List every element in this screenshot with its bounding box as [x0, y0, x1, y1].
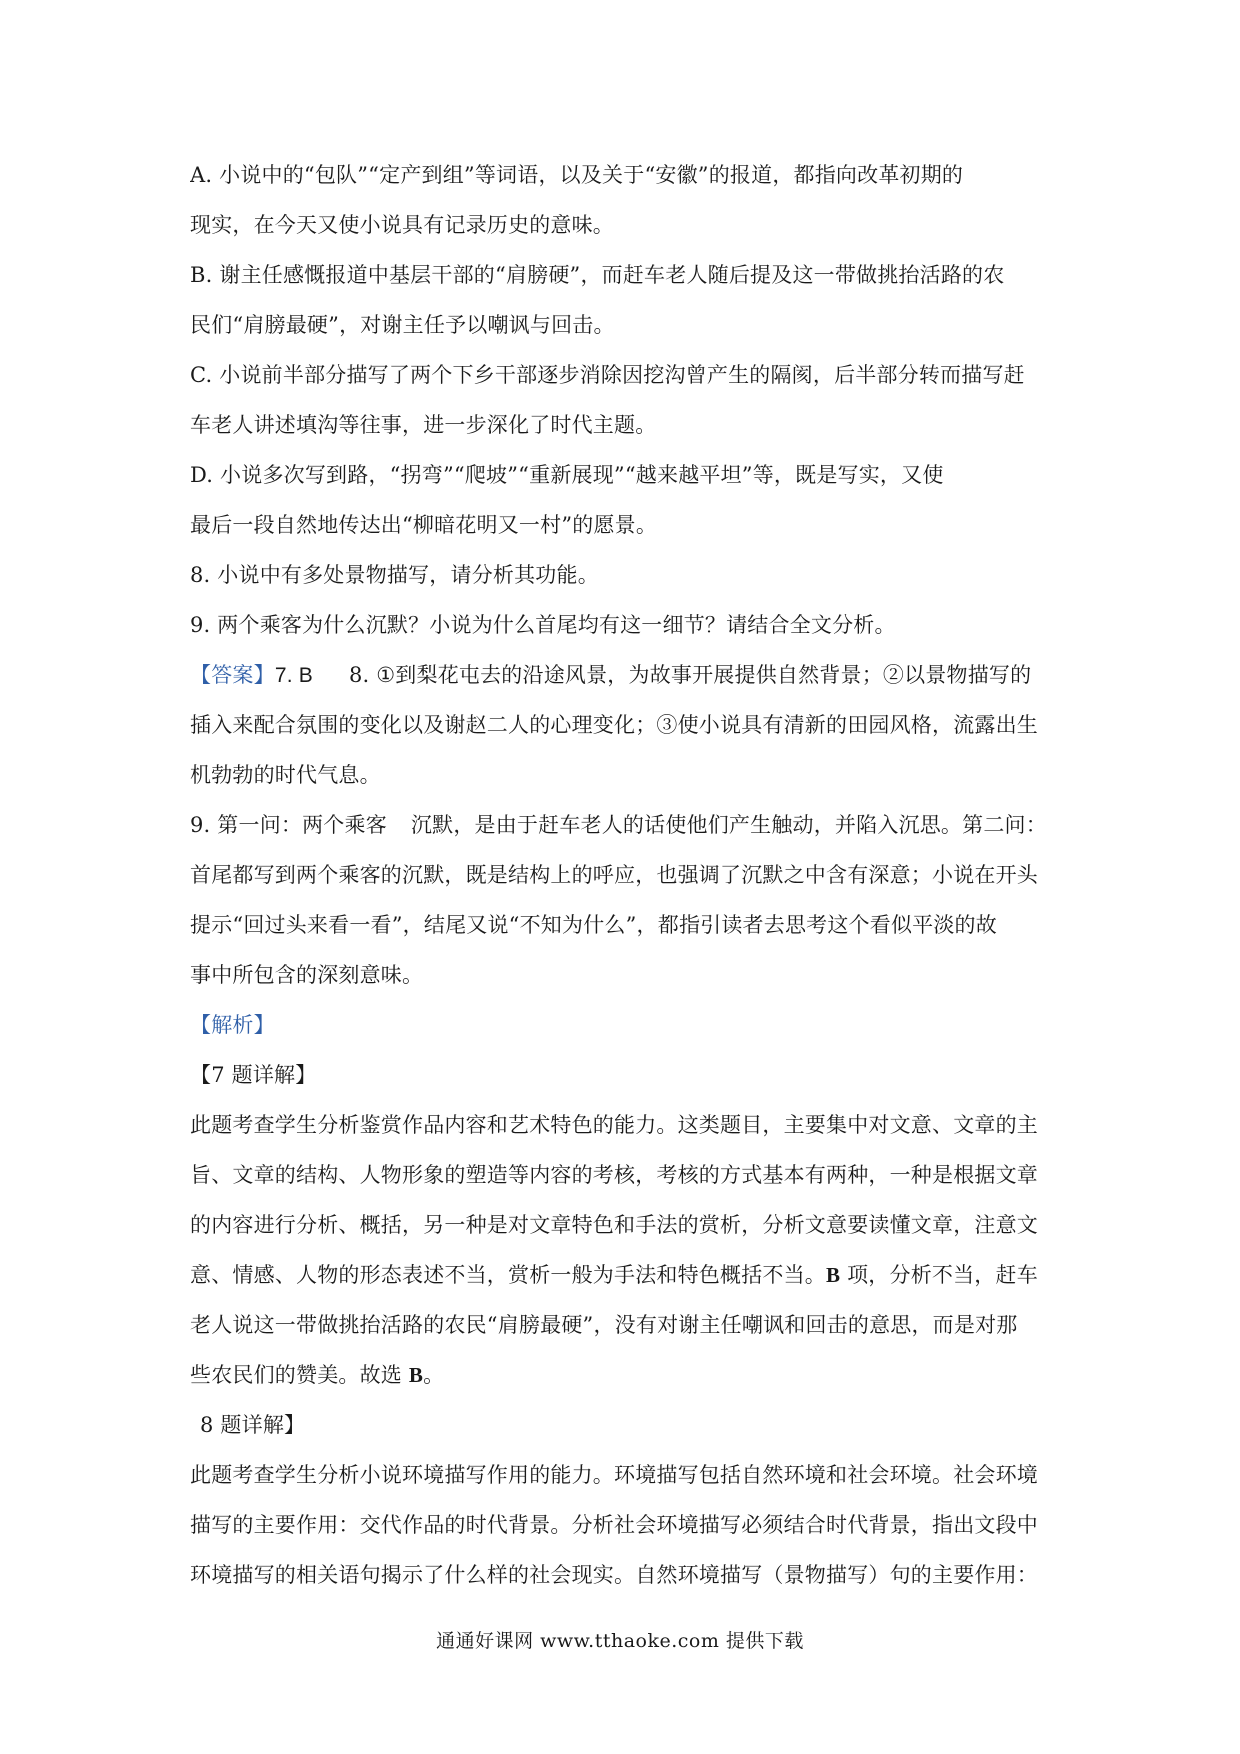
q7-detail-title: 【7 题详解】 [190, 1063, 317, 1087]
page-footer: 通通好课网 www.tthaoke.com 提供下载 [436, 1630, 804, 1652]
q8-detail-line-3: 环境描写的相关语句揭示了什么样的社会现实。自然环境描写（景物描写）句的主要作用： [190, 1563, 1038, 1587]
option-a-line-2: 现实，在今天又使小说具有记录历史的意味。 [190, 213, 614, 237]
answer-8-line-3: 机勃勃的时代气息。 [190, 763, 381, 787]
answer-9-line-4: 事中所包含的深刻意味。 [190, 963, 424, 987]
analysis-tag: 【解析】 [190, 1013, 275, 1037]
answer-9-line-3: 提示“回过头来看一看”，结尾又说“不知为什么”，都指引读者去思考这个看似平淡的故 [190, 913, 997, 937]
q7-detail-line-1: 此题考查学生分析鉴赏作品内容和艺术特色的能力。这类题目，主要集中对文意、文章的主 [190, 1113, 1038, 1137]
option-c-line-1: C. 小说前半部分描写了两个下乡干部逐步消除因挖沟曾产生的隔阂，后半部分转而描写赶 [190, 363, 1025, 387]
q7-detail-line-4-option: B [826, 1263, 841, 1287]
q7-detail-line-6-part-c: 。 [423, 1363, 445, 1387]
q7-detail-line-6-option: B [408, 1363, 424, 1387]
option-d-line-1: D. 小说多次写到路，“拐弯”“爬坡”“重新展现”“越来越平坦”等，既是写实，又使 [190, 463, 944, 487]
option-b-line-1: B. 谢主任感慨报道中基层干部的“肩膀硬”，而赶车老人随后提及这一带做挑抬活路的农 [190, 263, 1005, 287]
q8-detail-title: 8 题详解】 [200, 1413, 306, 1437]
q7-detail-line-5: 老人说这一带做挑抬活路的农民“肩膀最硬”，没有对谢主任嘲讽和回击的意思，而是对那 [190, 1313, 1018, 1337]
answer-9-line-1 [190, 806, 1060, 856]
answer-9-line-1-part-b: 沉默，是由于赶车老人的话使他们产生触动，并陷入沉思。第二问： [410, 813, 1047, 837]
answer-line-1 [190, 656, 1060, 706]
answer-tag: 【答案】 [190, 663, 275, 687]
option-c-line-2: 车老人讲述填沟等往事，进一步深化了时代主题。 [190, 413, 657, 437]
document-body [190, 156, 1060, 1606]
option-a-line-1: A. 小说中的“包队”“定产到组”等词语，以及关于“安徽”的报道，都指向改革初期的 [190, 163, 964, 187]
answer-8-line-2: 插入来配合氛围的变化以及谢赵二人的心理变化；③使小说具有清新的田园风格，流露出生 [190, 713, 1038, 737]
option-d-line-2: 最后一段自然地传达出“柳暗花明又一村”的愿景。 [190, 513, 658, 537]
q7-detail-line-4-part-c: 项，分析不当，赶车 [840, 1263, 1038, 1287]
answer-9-line-2: 首尾都写到两个乘客的沉默，既是结构上的呼应，也强调了沉默之中含有深意；小说在开头 [190, 863, 1038, 887]
q7-detail-line-6-part-a: 些农民们的赞美。故选 [190, 1363, 409, 1387]
question-9: 9. 两个乘客为什么沉默？小说为什么首尾均有这一细节？请结合全文分析。 [190, 613, 896, 637]
answer-7: 7. B [274, 664, 313, 687]
q7-detail-line-2: 旨、文章的结构、人物形象的塑造等内容的考核，考核的方式基本有两种，一种是根据文章 [190, 1163, 1038, 1187]
q8-detail-line-1: 此题考查学生分析小说环境描写作用的能力。环境描写包括自然环境和社会环境。社会环境 [190, 1463, 1038, 1487]
question-8: 8. 小说中有多处景物描写，请分析其功能。 [190, 563, 599, 587]
q7-detail-line-6 [190, 1356, 1060, 1406]
q7-detail-line-4 [190, 1256, 1060, 1306]
answer-8-line-1: 8. ①到梨花屯去的沿途风景，为故事开展提供自然背景；②以景物描写的 [348, 663, 1032, 687]
q8-detail-line-2: 描写的主要作用：交代作品的时代背景。分析社会环境描写必须结合时代背景，指出文段中 [190, 1513, 1038, 1537]
answer-9-line-1-part-a: 9. 第一问：两个乘客 [190, 813, 387, 837]
option-b-line-2: 民们“肩膀最硬”，对谢主任予以嘲讽与回击。 [190, 313, 615, 337]
q7-detail-line-4-part-a: 意、情感、人物的形态表述不当，赏析一般为手法和特色概括不当。 [190, 1263, 826, 1287]
q7-detail-line-3: 的内容进行分析、概括，另一种是对文章特色和手法的赏析，分析文意要读懂文章，注意文 [190, 1213, 1038, 1237]
